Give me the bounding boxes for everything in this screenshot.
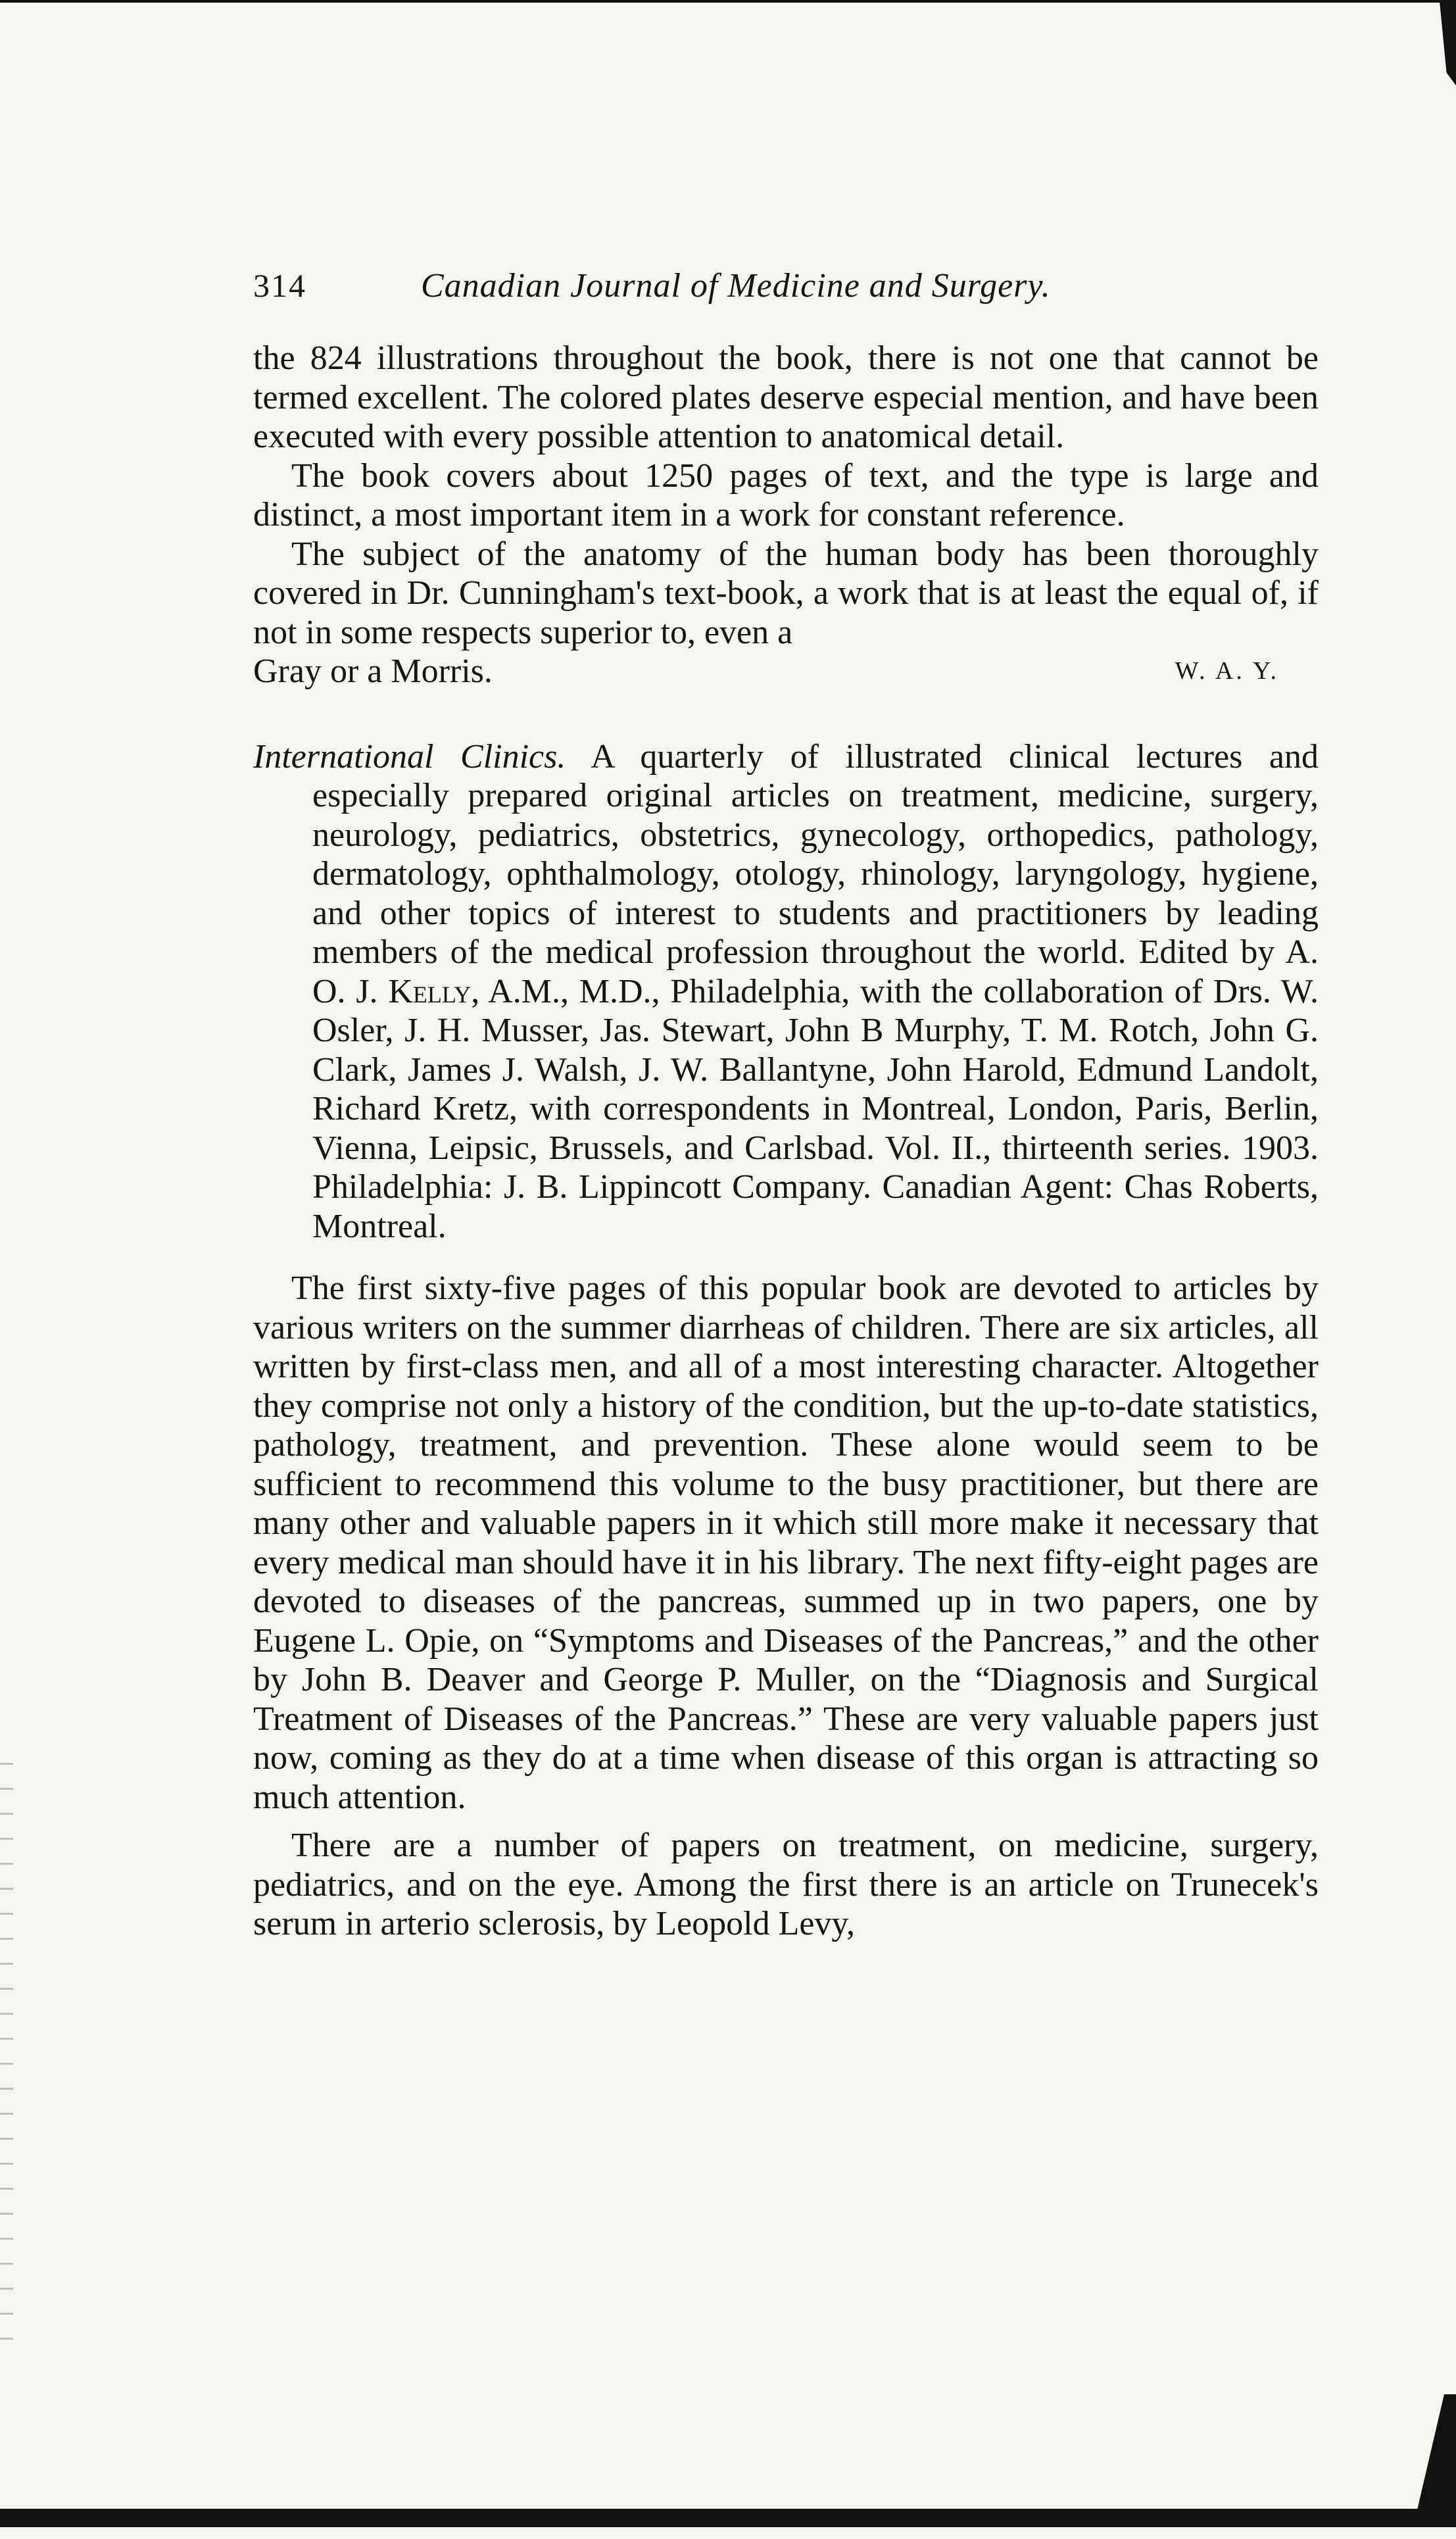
journal-page <box>253 266 1319 1944</box>
top-edge-rule <box>0 0 1456 3</box>
page-number: 314 <box>253 267 306 304</box>
paragraph-subject-end: Gray or a Morris. <box>253 653 493 690</box>
spacer <box>253 1817 1319 1826</box>
bottom-edge-rule <box>0 2509 1456 2527</box>
citation-text-1: A quarterly of illustrated clinical lectures and especially prepared original articles on treatment, medicine, surgery, neurology, pediatrics, obstetrics, gynecology, orthopedics, pathology, dermatology, ophthalmology, otology, rhinology, laryngology, hygiene, and other topics of interest to students and practitioners by leading members of the medical profession throughout the world. Edited by A. O. J. <box>312 737 1319 1010</box>
paragraph-subject: The subject of the anatomy of the human body has been thoroughly covered in Dr. Cunningham's text-book, a work that is at least the equal of, if not in some respects superior to, even a <box>253 535 1319 651</box>
running-head: Canadian Journal of Medicine and Surgery. <box>421 267 1051 305</box>
paragraph-first-sixty-five: The first sixty-five pages of this popular book are devoted to articles by various writers on the summer diarrheas of children. There are six articles, all written by first-class men, and all of a most interesting character. Altogether they comprise not only a history of the condition, but the up-to-date statistics, pathology, treatment, and prevention. These alone would seem to be sufficient to recommend this volume to the busy practitioner, but there are many other and valuable papers in it which still more make it necessary that every medical man should have it in his library. The next fifty-eight pages are devoted to diseases of the pancreas, summed up in two papers, one by Eugene L. Opie, on “Symptoms and Diseases of the Pancreas,” and the other by John B. Deaver and George P. Muller, on the “Diagnosis and Surgical Treatment of Diseases of the Pancreas.” These are very valuable papers just now, coming as they do at a time when disease of this organ is attracting so much attention. <box>253 1270 1319 1816</box>
citation-text-2: , A.M., M.D., Philadelphia, with the collaboration of Drs. W. Osler, J. H. Musser, Jas. Stewart, John B Murphy, T. M. Rotch, John G. Clark, James J. Walsh, J. W. Ballantyne, John Harold, Edmund Landolt, Richard Kretz, with correspondents in Montreal, London, Paris, Berlin, Vienna, Leipsic, Brussels, and Carlsbad. Vol. II., thirteenth series. 1903. Philadelphia: J. B. Lippincott Company. Canadian Agent: Chas Roberts, Montreal. <box>312 972 1319 1245</box>
paragraph-treatment: There are a number of papers on treatment, on medicine, surgery, pediatrics, and on the eye. Among the first there is an article on Trunecek's serum in arterio sclerosis, by Leopold Levy, <box>253 1827 1319 1942</box>
review-citation <box>253 737 1319 1246</box>
scan-margin-specks <box>0 1763 13 2355</box>
editor-name: Kelly <box>388 972 472 1010</box>
spacer <box>253 1246 1319 1269</box>
page-header <box>253 266 1319 339</box>
scan-corner-mark <box>1417 2394 1456 2513</box>
paragraph-pages: The book covers about 1250 pages of text, and the type is large and distinct, a most important item in a work for constant reference. <box>253 456 1319 533</box>
scan-corner-mark <box>1432 0 1456 86</box>
paragraph-illustrations: the 824 illustrations throughout the book, there is not one that cannot be termed excellent. The colored plates deserve especial mention, and have been executed with every possible attention to anatomical detail. <box>253 339 1319 455</box>
signature-line <box>253 652 1319 691</box>
review-title: International Clinics. <box>253 737 566 776</box>
reviewer-initials: W. A. Y. <box>1175 657 1279 685</box>
